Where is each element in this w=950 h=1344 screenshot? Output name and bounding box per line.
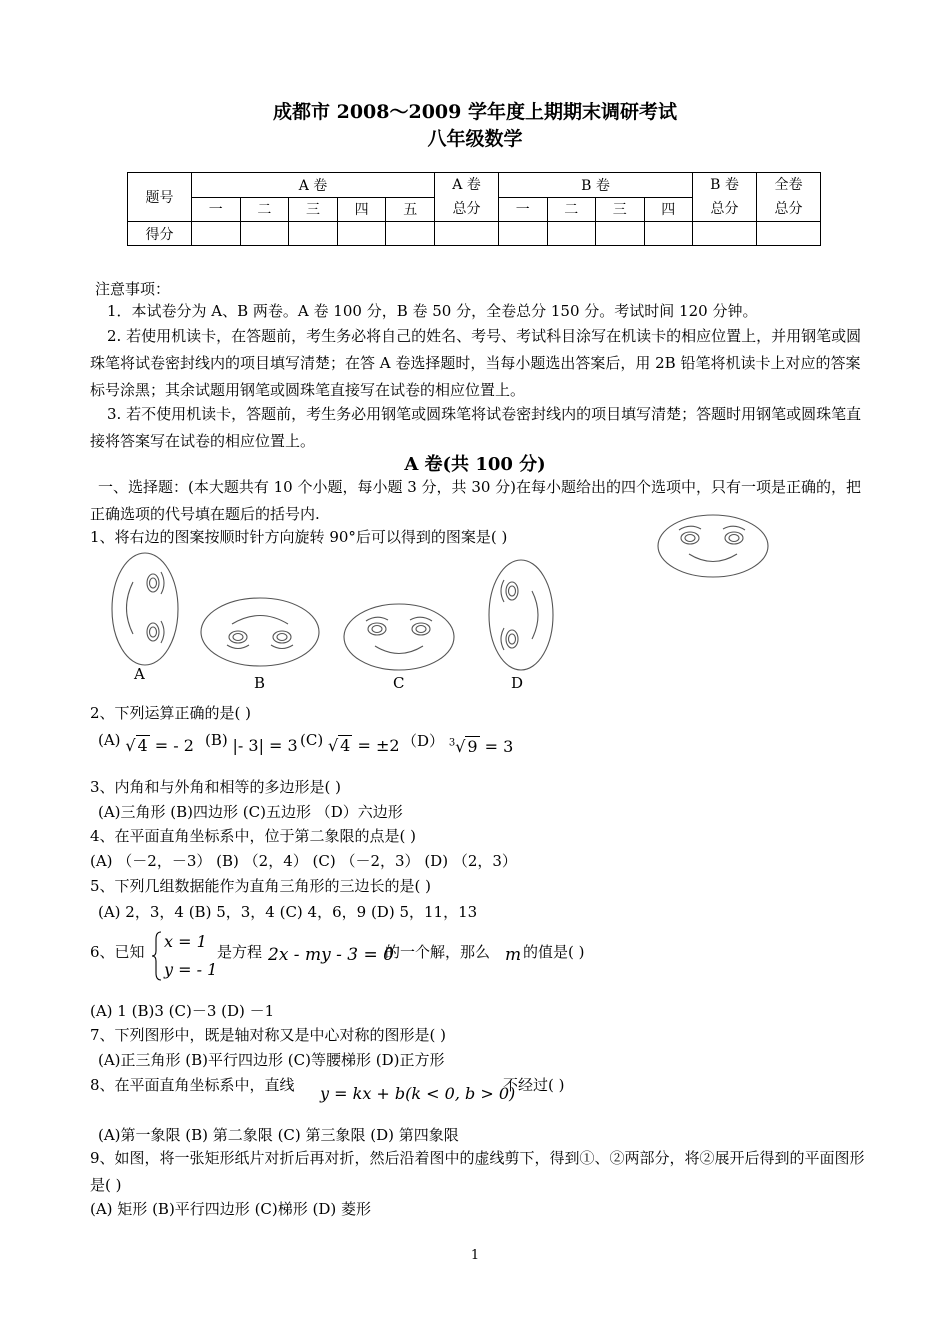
score-b1 (499, 222, 548, 246)
q2-a-label: (A) (98, 731, 121, 749)
notice-heading: 注意事项： (95, 280, 171, 298)
a-col-3: 三 (289, 197, 338, 222)
b-col-1: 一 (499, 197, 548, 222)
q8-options: (A)第一象限 (B) 第二象限 (C) 第三象限 (D) 第四象限 (98, 1126, 459, 1144)
b-col-3: 三 (596, 197, 645, 222)
notice-item-3: 3. 若不使用机读卡，答题前，考生务必用钢笔或圆珠笔将试卷密封线内的项目填写清楚；答题时用钢笔或圆珠笔直接将答案写在试卷的相应位置上。 (90, 405, 862, 450)
b-total-header (693, 173, 757, 222)
b-total-line1: B 卷 (710, 177, 739, 193)
q2-d-rest: = 3 (479, 737, 514, 756)
reference-face-figure (657, 514, 769, 578)
q8-equation: y = kx + b(k < 0, b > 0) (320, 1084, 516, 1103)
q9-options: (A) 矩形 (B)平行四边形 (C)梯形 (D) 菱形 (90, 1200, 372, 1218)
a-col-1: 一 (192, 197, 241, 222)
a-total-line2: 总分 (452, 201, 481, 217)
score-b3 (596, 222, 645, 246)
q6-prefix: 6、已知 (90, 943, 145, 961)
q2-c-expr: √ 4 = ±2 (327, 736, 400, 755)
q2-a-expr: √ 4 = - 2 (125, 736, 194, 755)
section-a-heading: A 卷(共 100 分) (404, 454, 546, 475)
b-col-2: 二 (547, 197, 596, 222)
question-5: 5、下列几组数据能作为直角三角形的三边长的是( ) (90, 877, 432, 895)
question-7: 7、下列图形中，既是轴对称又是中心对称的图形是( ) (90, 1026, 447, 1044)
q2-a-rest: = - 2 (149, 736, 194, 755)
q2-d-expr: $^3$√ 9 = 3 (448, 737, 514, 756)
a-total-header (435, 173, 499, 222)
q4-options: (A) （－2，－3） (B) （2，4） (C) （－2，3） (D) （2，3） (90, 852, 517, 870)
score-b4 (644, 222, 693, 246)
notice-item-2: 2. 若使用机读卡，在答题前，考生务必将自己的姓名、考号、考试科目涂写在机读卡的相应位置上，并用钢笔或圆珠笔将试卷密封线内的项目填写清楚；在答 A 卷选择题时，当每小题选出答案后，用 2B 铅笔将机读卡上对应的答案标号涂黑；其余试题用钢笔或圆珠笔直接写在试卷的相应位置上。 (90, 327, 862, 399)
q1-option-c-figure (343, 603, 455, 671)
q2-b-label: (B) (205, 731, 228, 749)
q6-brace (152, 931, 162, 981)
page-number: 1 (470, 1248, 480, 1263)
score-a3 (289, 222, 338, 246)
q6-end: 的值是( ) (523, 943, 585, 961)
q2-c-label: (C) (300, 731, 324, 749)
q2-a-radicand: 4 (137, 736, 148, 755)
score-a4 (337, 222, 386, 246)
q6-post: 的一个解，那么 (385, 943, 491, 961)
score-a-total (435, 222, 499, 246)
all-total-line2: 总分 (774, 201, 803, 217)
q2-c-radicand: 4 (340, 736, 351, 755)
q8-post: 不经过( ) (503, 1076, 565, 1094)
q2-b-expr: |- 3| = 3 (232, 736, 298, 755)
question-1: 1、将右边的图案按顺时针方向旋转 90°后可以得到的图案是( ) (90, 528, 508, 546)
q2-option-b (205, 730, 298, 755)
score-table (127, 172, 821, 246)
a-col-4: 四 (337, 197, 386, 222)
q2-c-rest: = ±2 (352, 736, 400, 755)
score-all-total (757, 222, 821, 246)
a-juan-header: A 卷 (192, 173, 435, 198)
q5-options: (A) 2，3，4 (B) 5，3，4 (C) 4，6，9 (D) 5，11，13 (98, 903, 478, 921)
score-b2 (547, 222, 596, 246)
a-total-line1: A 卷 (452, 177, 481, 193)
question-9: 9、如图，将一张矩形纸片对折后再对折，然后沿着图中的虚线剪下，得到①、②两部分，将②展开后得到的平面图形是( ) (90, 1149, 865, 1194)
q7-options: (A)正三角形 (B)平行四边形 (C)等腰梯形 (D)正方形 (98, 1051, 445, 1069)
section-a-intro: 一、选择题：(本大题共有 10 个小题，每小题 3 分，共 30 分)在每小题给出的四个选项中，只有一项是正确的，把正确选项的代号填在题后的括号内. (90, 478, 862, 523)
score-b-total (693, 222, 757, 246)
q1-label-a: A (134, 665, 145, 683)
defen-cell: 得分 (128, 222, 192, 246)
q2-option-d (402, 730, 514, 756)
question-4: 4、在平面直角坐标系中，位于第二象限的点是( ) (90, 827, 417, 845)
b-juan-header: B 卷 (499, 173, 693, 198)
q6-options: (A) 1 (B)3 (C)－3 (D) －1 (90, 1002, 275, 1020)
q1-label-b: B (254, 674, 266, 692)
q1-option-b-figure (200, 597, 320, 667)
q6-eq2: y = - 1 (164, 960, 218, 979)
q1-label-d: D (511, 674, 524, 692)
score-a2 (240, 222, 289, 246)
question-3: 3、内角和与外角和相等的多边形是( ) (90, 778, 342, 796)
q3-options: (A)三角形 (B)四边形 (C)五边形 （D）六边形 (98, 803, 403, 821)
q6-mid: 是方程 (217, 943, 263, 961)
all-total-line1: 全卷 (774, 177, 803, 193)
q2-d-radicand: 9 (467, 737, 478, 756)
question-2: 2、下列运算正确的是( ) (90, 704, 252, 722)
b-col-4: 四 (644, 197, 693, 222)
q2-d-label: （D） (402, 732, 445, 750)
a-col-2: 二 (240, 197, 289, 222)
q2-option-a (98, 730, 194, 755)
a-col-5: 五 (386, 197, 435, 222)
tihao-cell: 题号 (128, 173, 192, 222)
all-total-header (757, 173, 821, 222)
b-total-line2: 总分 (710, 201, 739, 217)
exam-subtitle: 八年级数学 (427, 128, 523, 150)
exam-title: 成都市 2008～2009 学年度上期期末调研考试 (273, 101, 677, 123)
score-a5 (386, 222, 435, 246)
q1-option-d-figure (488, 559, 554, 671)
q6-eq1: x = 1 (164, 932, 207, 951)
notice-item-1: 1．本试卷分为 A、B 两卷。A 卷 100 分，B 卷 50 分，全卷总分 150 分。考试时间 120 分钟。 (107, 302, 758, 320)
score-a1 (192, 222, 241, 246)
q6-var-m: m (505, 945, 522, 965)
q1-label-c: C (393, 674, 405, 692)
q6-equation: 2x - my - 3 = 0 (268, 945, 394, 965)
q2-option-c (300, 730, 400, 755)
q1-option-a-figure (111, 552, 179, 666)
q8-prefix: 8、在平面直角坐标系中，直线 (90, 1076, 295, 1094)
q2-d-index: 3 (448, 737, 456, 749)
